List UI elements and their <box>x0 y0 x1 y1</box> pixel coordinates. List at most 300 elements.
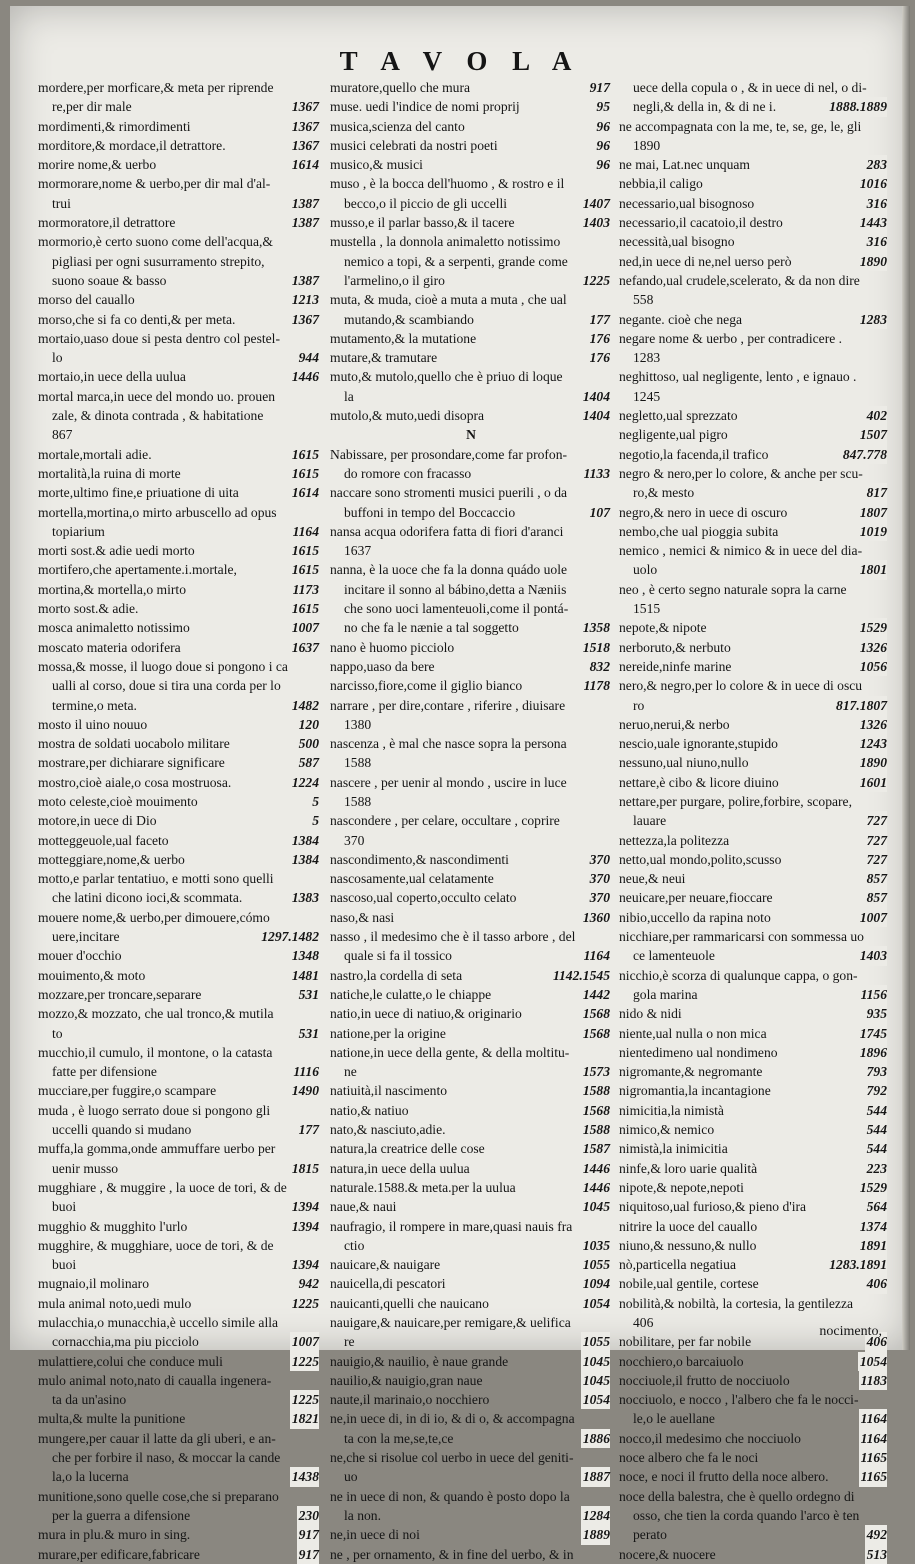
entry-text: mortaio,in uece della uulua <box>38 369 186 385</box>
index-entry <box>330 773 612 792</box>
page-reference: 1283 <box>858 310 887 329</box>
index-entry <box>619 1274 889 1293</box>
page-reference: 1094 <box>581 1274 610 1293</box>
index-entry <box>330 329 612 348</box>
page <box>10 6 910 1562</box>
index-entry <box>38 1004 321 1023</box>
page-reference: 544 <box>865 1139 887 1158</box>
entry-text: nasso , il medesimo che è il tasso arbore , del <box>330 929 576 945</box>
index-entry <box>330 174 612 193</box>
entry-text: nettare,è cibo & licore diuino <box>619 774 779 790</box>
entry-text: mostrare,per dichiarare significare <box>38 755 225 771</box>
page-reference: 1326 <box>858 715 887 734</box>
index-entry <box>330 1004 612 1023</box>
entry-text: pigliasi per ogni susurramento strepito, <box>52 253 265 269</box>
entry-text: 1588 <box>344 755 372 771</box>
entry-text: munitione,sono quelle cose,che si preparano <box>38 1488 279 1504</box>
index-entry <box>619 1255 889 1274</box>
entry-text: musici celebrati da nostri poeti <box>330 137 498 153</box>
entry-text: necessario,il cacatoio,il destro <box>619 215 783 231</box>
index-entry <box>619 252 889 271</box>
page-reference: 176 <box>588 348 610 367</box>
entry-text: necessario,ual bisognoso <box>619 195 755 211</box>
index-entry <box>38 213 321 232</box>
entry-text: 1637 <box>344 543 372 559</box>
index-entry <box>38 927 321 946</box>
index-entry <box>38 1525 321 1544</box>
entry-text: nero,& negro,per lo colore & in uece di oscu <box>619 678 863 694</box>
page-reference: 1007 <box>858 908 887 927</box>
page-reference: 1886 <box>581 1429 610 1448</box>
entry-text: naute,il marinaio,o nocchiero <box>330 1392 490 1408</box>
page-reference: 370 <box>588 850 610 869</box>
page-reference: 1518 <box>581 638 610 657</box>
page-reference: 283 <box>865 155 887 174</box>
page-reference: 1243 <box>858 734 887 753</box>
index-entry <box>38 715 321 734</box>
index-entry <box>619 831 889 850</box>
index-entry <box>330 696 612 715</box>
index-entry <box>38 811 321 830</box>
entry-text: nascondimento,& nascondimenti <box>330 851 509 867</box>
index-entry <box>38 1429 321 1448</box>
entry-text: ne in uece di non, & quando è posto dopo la <box>330 1488 570 1504</box>
page-reference: 544 <box>865 1120 887 1139</box>
page-reference: 1438 <box>290 1467 319 1486</box>
index-entry <box>619 406 889 425</box>
index-entry <box>619 155 889 174</box>
index-entry <box>330 483 612 502</box>
index-entry <box>619 1545 889 1564</box>
page-reference: 5 <box>310 811 319 830</box>
index-entry <box>330 1294 612 1313</box>
index-entry <box>330 850 612 869</box>
entry-text: niuno,& nessuno,& nullo <box>619 1237 757 1253</box>
index-entry <box>619 715 889 734</box>
index-entry <box>330 348 612 367</box>
index-entry <box>330 792 612 811</box>
index-entry <box>38 290 321 309</box>
index-entry <box>619 927 889 946</box>
index-entry <box>330 599 612 618</box>
page-reference: 832 <box>588 657 610 676</box>
entry-text: nido & nidi <box>619 1006 682 1022</box>
entry-text: 1515 <box>633 601 661 617</box>
entry-text: natiuità,il nascimento <box>330 1083 448 1099</box>
entry-text: nansa acqua odorifera fatta di fiori d'aranci <box>330 523 564 539</box>
index-entry <box>38 985 321 1004</box>
entry-text: ne,che si risolue col uerbo in uece del geniti- <box>330 1450 574 1466</box>
index-entry <box>619 618 889 637</box>
page-reference: 1403 <box>581 213 610 232</box>
entry-text: nereide,ninfe marine <box>619 658 732 674</box>
entry-text: 1283 <box>633 350 661 366</box>
entry-text: mortalità,la ruina di morte <box>38 465 181 481</box>
entry-text: nepote,& nipote <box>619 620 707 636</box>
entry-text: ro,& mesto <box>633 485 695 501</box>
page-reference: 406 <box>865 1274 887 1293</box>
entry-text: necessità,ual bisogno <box>619 234 735 250</box>
index-entry <box>619 290 889 309</box>
entry-text: ce lamenteuole <box>633 948 715 964</box>
entry-text: muda , è luogo serrato doue si pongono gli <box>38 1102 271 1118</box>
entry-text: mozzo,& mozzato, che ual tronco,& mutila <box>38 1006 274 1022</box>
entry-text: che latini dicono ioci,& scommata. <box>52 890 243 906</box>
page-reference: 857 <box>865 888 887 907</box>
entry-text: la <box>344 388 354 404</box>
page-reference: 1387 <box>290 194 319 213</box>
page-reference: 1045 <box>581 1371 610 1390</box>
page-reference: 531 <box>297 1024 319 1043</box>
index-entry <box>330 1332 612 1351</box>
index-entry <box>330 676 612 695</box>
page-reference: 1896 <box>858 1043 887 1062</box>
entry-text: ne <box>344 1064 357 1080</box>
index-entry <box>330 78 612 97</box>
page-reference: 1614 <box>290 483 319 502</box>
index-entry <box>330 1448 612 1467</box>
entry-text: re <box>344 1334 355 1350</box>
page-reference: 500 <box>297 734 319 753</box>
page-reference: 96 <box>594 117 610 136</box>
entry-text: nigromantia,la incantagione <box>619 1083 771 1099</box>
index-entry <box>330 1545 612 1564</box>
index-entry <box>38 1294 321 1313</box>
index-entry <box>619 310 889 329</box>
entry-text: muso , è la bocca dell'huomo , & rostro e il <box>330 176 565 192</box>
entry-text: mulo animal noto,nato di caualla ingenera- <box>38 1372 272 1388</box>
index-entry <box>619 503 889 522</box>
page-reference: 1358 <box>581 618 610 637</box>
index-entry <box>330 503 612 522</box>
entry-text: mutolo,& muto,uedi disopra <box>330 408 485 424</box>
entry-text: negotio,la facenda,il trafico <box>619 446 769 462</box>
index-entry <box>330 715 612 734</box>
entry-text: nobile,ual gentile, cortese <box>619 1276 759 1292</box>
entry-text: ro <box>633 697 645 713</box>
entry-text: natiche,le culatte,o le chiappe <box>330 986 492 1002</box>
entry-text: 406 <box>633 1315 654 1330</box>
page-reference: 817 <box>865 483 887 502</box>
entry-text: nauicella,di pescatori <box>330 1276 446 1292</box>
index-entry <box>330 1217 612 1236</box>
index-entry <box>619 1525 889 1544</box>
entry-text: 1380 <box>344 716 372 732</box>
entry-text: natio,& natiuo <box>330 1102 409 1118</box>
index-entry <box>619 1101 889 1120</box>
entry-text: buoi <box>52 1257 77 1273</box>
index-entry <box>38 676 321 695</box>
index-entry <box>38 560 321 579</box>
page-reference: 316 <box>865 194 887 213</box>
index-entry <box>330 657 612 676</box>
entry-text: incitare il sonno al bábino,detta a Næniis <box>344 581 567 597</box>
index-entry <box>619 136 889 155</box>
index-entry <box>38 1487 321 1506</box>
page-reference: 847.778 <box>841 445 887 464</box>
index-entry <box>330 97 612 116</box>
entry-text: topiarium <box>52 523 105 539</box>
index-entry <box>330 290 612 309</box>
entry-text: motteggeuole,ual faceto <box>38 832 169 848</box>
entry-text: ninfe,& loro uarie qualità <box>619 1160 758 1176</box>
page-reference: 1601 <box>858 773 887 792</box>
entry-text: ta con la me,se,te,ce <box>344 1430 454 1446</box>
index-entry <box>330 638 612 657</box>
page-reference: 1367 <box>290 310 319 329</box>
entry-text: fatte per difensione <box>52 1064 157 1080</box>
entry-text: nascoso,ual coperto,occulto celato <box>330 890 517 906</box>
entry-text: mugghiare , & muggire , la uoce de tori, & de <box>38 1179 287 1195</box>
index-entry <box>619 1139 889 1158</box>
page-reference: 944 <box>297 348 319 367</box>
index-entry <box>38 1545 321 1564</box>
index-entry <box>330 1197 612 1216</box>
page-reference: 727 <box>865 850 887 869</box>
entry-text: mosca animaletto notissimo <box>38 620 190 636</box>
index-entry <box>619 1352 889 1371</box>
entry-text: quale si fa il tossico <box>344 948 452 964</box>
page-reference: 1224 <box>290 773 319 792</box>
page-reference: 1165 <box>859 1467 887 1486</box>
page-reference: 1054 <box>858 1352 887 1371</box>
page-reference: 1529 <box>858 1178 887 1197</box>
entry-text: nato,& nasciuto,adie. <box>330 1122 446 1138</box>
page-reference: 727 <box>865 831 887 850</box>
page-reference: 406 <box>865 1332 887 1351</box>
index-entry <box>330 194 612 213</box>
page-reference: 223 <box>865 1159 887 1178</box>
index-entry <box>330 310 612 329</box>
index-entry <box>619 1120 889 1139</box>
entry-text: neghittoso, ual negligente, lento , e ignauo . <box>619 369 857 385</box>
entry-text: mutare,& tramutare <box>330 350 438 366</box>
index-entry <box>330 1313 612 1332</box>
entry-text: nembo,che ual pioggia subita <box>619 523 779 539</box>
index-entry <box>330 387 612 406</box>
entry-text: muffa,la gomma,onde ammuffare uerbo per <box>38 1141 276 1157</box>
entry-text: nastro,la cordella di seta <box>330 967 463 983</box>
entry-text: cornacchia,ma piu picciolo <box>52 1334 199 1350</box>
page-reference: 1387 <box>290 213 319 232</box>
index-entry <box>38 1197 321 1216</box>
page-reference: 1164 <box>582 946 610 965</box>
entry-text: muta, & muda, cioè a muta a muta , che ual <box>330 292 567 308</box>
entry-text: morso del cauallo <box>38 292 135 308</box>
index-entry <box>619 348 889 367</box>
entry-text: Nabissare, per prosondare,come far profon- <box>330 446 568 462</box>
entry-text: mortale,mortali adie. <box>38 446 152 462</box>
page-reference: 513 <box>865 1545 887 1564</box>
index-entry <box>38 1081 321 1100</box>
index-entry <box>330 1081 612 1100</box>
entry-text: naso,& nasi <box>330 909 395 925</box>
index-entry <box>330 1352 612 1371</box>
entry-text: mouere nome,& uerbo,per dimouere,cómo <box>38 909 270 925</box>
index-entry <box>38 1352 321 1371</box>
page-reference: 1573 <box>581 1062 610 1081</box>
entry-text: nettezza,la politezza <box>619 832 730 848</box>
index-entry <box>619 869 889 888</box>
page-reference: 177 <box>588 310 610 329</box>
entry-text: mormorio,è certo suono come dell'acqua,& <box>38 234 273 250</box>
page-reference: 1387 <box>290 271 319 290</box>
index-entry <box>38 522 321 541</box>
index-entry <box>38 194 321 213</box>
page-reference: 1054 <box>581 1294 610 1313</box>
index-entry <box>38 1467 321 1486</box>
index-entry <box>330 1274 612 1293</box>
entry-text: morto sost.& adie. <box>38 601 139 617</box>
entry-text: nipote,& nepote,nepoti <box>619 1179 744 1195</box>
index-entry <box>619 850 889 869</box>
page-reference: 1403 <box>858 946 887 965</box>
index-entry <box>330 252 612 271</box>
entry-text: narrare , per dire,contare , riferire , diuisare <box>330 697 566 713</box>
index-entry <box>38 117 321 136</box>
index-entry <box>38 1255 321 1274</box>
entry-text: nappo,uaso da bere <box>330 658 435 674</box>
running-head: T A V O L A <box>339 46 581 76</box>
entry-text: mouer d'occhio <box>38 948 122 964</box>
entry-text: to <box>52 1025 63 1041</box>
index-entry <box>330 117 612 136</box>
entry-text: nettare,per purgare, polire,forbire, scopare, <box>619 793 852 809</box>
index-entry <box>330 1236 612 1255</box>
page-reference: 1116 <box>291 1062 319 1081</box>
entry-text: che sono uoci lamenteuoli,come il pontá- <box>344 601 569 617</box>
entry-text: mormoratore,il detrattore <box>38 215 176 231</box>
index-entry <box>619 1081 889 1100</box>
entry-text: nascondere , per celare, occultare , coprire <box>330 813 560 829</box>
index-entry <box>619 522 889 541</box>
catchword: nocimento, <box>819 1324 882 1339</box>
index-entry <box>330 406 612 425</box>
index-entry <box>619 985 889 1004</box>
page-reference: 1807 <box>858 503 887 522</box>
page-reference: 402 <box>865 406 887 425</box>
index-column-3 <box>619 78 889 1564</box>
index-entry <box>619 464 889 483</box>
entry-text: mosto il uino nouuo <box>38 716 148 732</box>
page-reference: 1225 <box>581 271 610 290</box>
index-entry <box>619 580 889 599</box>
page-reference: 1164 <box>859 1429 887 1448</box>
page-reference: 1297.1482 <box>259 927 319 946</box>
entry-text: muse. uedi l'indice de nomi proprij <box>330 99 520 115</box>
index-entry <box>38 1313 321 1332</box>
page-reference: 544 <box>865 1101 887 1120</box>
page-reference: 727 <box>865 811 887 830</box>
index-entry <box>38 1120 321 1139</box>
page-reference: 1374 <box>858 1217 887 1236</box>
page-reference: 564 <box>865 1197 887 1216</box>
page-reference: 1360 <box>581 908 610 927</box>
entry-text: nascenza , è mal che nasce sopra la persona <box>330 736 567 752</box>
index-entry <box>38 252 321 271</box>
page-reference: 1133 <box>582 464 610 483</box>
entry-text: nocco,il medesimo che nocciuolo <box>619 1430 801 1446</box>
entry-text: nimistà,la inimicitia <box>619 1141 728 1157</box>
page-reference: 1588 <box>581 1120 610 1139</box>
index-entry <box>38 406 321 425</box>
index-entry <box>38 580 321 599</box>
index-entry <box>619 1467 889 1486</box>
entry-text: che per forbire il naso, & moccar la cande <box>52 1450 281 1466</box>
entry-text: mucciare,per fuggire,o scampare <box>38 1083 217 1099</box>
index-entry <box>38 792 321 811</box>
page-reference: 1178 <box>582 676 610 695</box>
entry-text: no che fa le nænie a tal soggetto <box>344 620 519 636</box>
entry-text: nimicitia,la nimistà <box>619 1102 724 1118</box>
entry-text: nocciuolo, e nocco , l'albero che fa le nocci- <box>619 1392 859 1408</box>
entry-text: do romore con fracasso <box>344 465 472 481</box>
entry-text: nocchiero,o barcaiuolo <box>619 1353 744 1369</box>
index-entry <box>330 1101 612 1120</box>
entry-text: netto,ual mondo,polito,scusso <box>619 851 782 867</box>
page-reference: 1045 <box>581 1352 610 1371</box>
index-entry <box>38 753 321 772</box>
index-entry <box>619 599 889 618</box>
entry-text: mucchio,il cumulo, il montone, o la catasta <box>38 1044 273 1060</box>
index-entry <box>38 232 321 251</box>
index-entry <box>619 1197 889 1216</box>
entry-text: nascosamente,ual celatamente <box>330 871 494 887</box>
page-reference: 5 <box>310 792 319 811</box>
entry-text: niente,ual nulla o non mica <box>619 1025 767 1041</box>
entry-text: mordere,per morficare,& meta per riprende <box>38 80 274 95</box>
index-entry <box>619 387 889 406</box>
page-reference: 1383 <box>290 888 319 907</box>
entry-text: ta da un'asino <box>52 1392 127 1408</box>
index-entry <box>38 425 321 444</box>
page-reference: 1394 <box>290 1197 319 1216</box>
page-reference: 793 <box>865 1062 887 1081</box>
index-entry <box>38 850 321 869</box>
entry-text: ne , per ornamento, & in fine del uerbo, & in <box>330 1546 574 1562</box>
page-reference: 1394 <box>290 1255 319 1274</box>
entry-text: motore,in uece di Dio <box>38 813 157 829</box>
page-reference: 1490 <box>290 1081 319 1100</box>
index-entry <box>38 908 321 927</box>
entry-text: mordimenti,& rimordimenti <box>38 118 191 134</box>
entry-text: uolo <box>633 562 658 578</box>
page-reference: 917 <box>297 1545 319 1564</box>
entry-text: ne mai, Lat.nec unquam <box>619 157 750 173</box>
index-entry <box>619 1487 889 1506</box>
page-reference: 1887 <box>581 1467 610 1486</box>
index-entry <box>619 1409 889 1428</box>
index-entry <box>619 1390 889 1409</box>
page-reference: 1507 <box>858 425 887 444</box>
page-reference: 942 <box>297 1274 319 1293</box>
page-reference: 935 <box>865 1004 887 1023</box>
entry-text: re,per dir male <box>52 99 132 115</box>
entry-text: mortella,mortina,o mirto arbuscello ad opus <box>38 504 277 520</box>
page-reference: 96 <box>594 136 610 155</box>
entry-text: nerboruto,& nerbuto <box>619 639 731 655</box>
page-reference: 1568 <box>581 1024 610 1043</box>
index-entry <box>619 541 889 560</box>
entry-text: naufragio, il rompere in mare,quasi nauis fra <box>330 1218 573 1234</box>
entry-text: la non. <box>344 1507 381 1523</box>
page-reference: 1588 <box>581 1081 610 1100</box>
index-entry <box>619 1217 889 1236</box>
index-entry <box>619 773 889 792</box>
index-entry <box>330 1429 612 1448</box>
index-entry <box>330 1525 612 1544</box>
index-entry <box>330 445 612 464</box>
